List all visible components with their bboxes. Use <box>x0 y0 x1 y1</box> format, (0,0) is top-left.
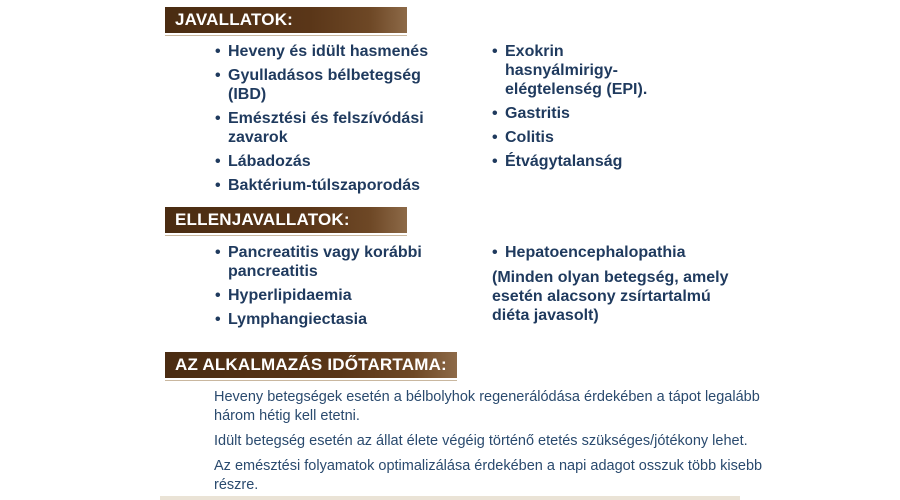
duration-paragraph: Heveny betegségek esetén a bélbolyhok regenerálódása érdekében a tápot legalább három hétig kell etetni. <box>214 389 760 424</box>
contraindications-note: (Minden olyan betegség, amely esetén alacsony zsírtartalmú diéta javasolt) <box>492 269 729 324</box>
list-item: • Heveny és idült hasmenés <box>215 42 450 61</box>
list-item: • Hepatoencephalopathia <box>492 243 732 262</box>
indications-divider <box>165 35 407 36</box>
list-item: • Colitis <box>492 128 692 147</box>
bottom-strip <box>160 496 740 500</box>
list-item: • Emésztési és felszívódási zavarok <box>215 109 428 147</box>
indications-heading: JAVALLATOK: <box>165 7 407 33</box>
list-item: • Étvágytalanság <box>492 152 692 171</box>
contraindications-divider <box>165 235 407 236</box>
contraindications-right-list <box>492 243 732 262</box>
duration-divider <box>165 380 457 381</box>
list-item: • Hyperlipidaemia <box>215 286 450 305</box>
contraindications-left-list <box>215 243 450 329</box>
list-item: • Pancreatitis vagy korábbi pancreatitis <box>215 243 428 281</box>
list-item: • Lymphangiectasia <box>215 310 450 329</box>
duration-paragraph: Idült betegség esetén az állat élete végéig történő etetés szükséges/jótékony lehet. <box>214 433 748 449</box>
list-item: • Baktérium-túlszaporodás <box>215 176 450 195</box>
indications-left-list <box>215 42 450 195</box>
duration-heading: AZ ALKALMAZÁS IDŐTARTAMA: <box>165 352 457 378</box>
contraindications-heading: ELLENJAVALLATOK: <box>165 207 407 233</box>
list-item: • Gyulladásos bélbetegség (IBD) <box>215 66 450 104</box>
list-item: • Gastritis <box>492 104 692 123</box>
list-item: • Lábadozás <box>215 152 450 171</box>
list-item: • Exokrin hasnyálmirigy-elégtelenség (EPI). <box>492 42 680 99</box>
indications-right-list <box>492 42 692 171</box>
duration-paragraph: Az emésztési folyamatok optimalizálása érdekében a napi adagot osszuk több kisebb részre. <box>214 458 763 493</box>
